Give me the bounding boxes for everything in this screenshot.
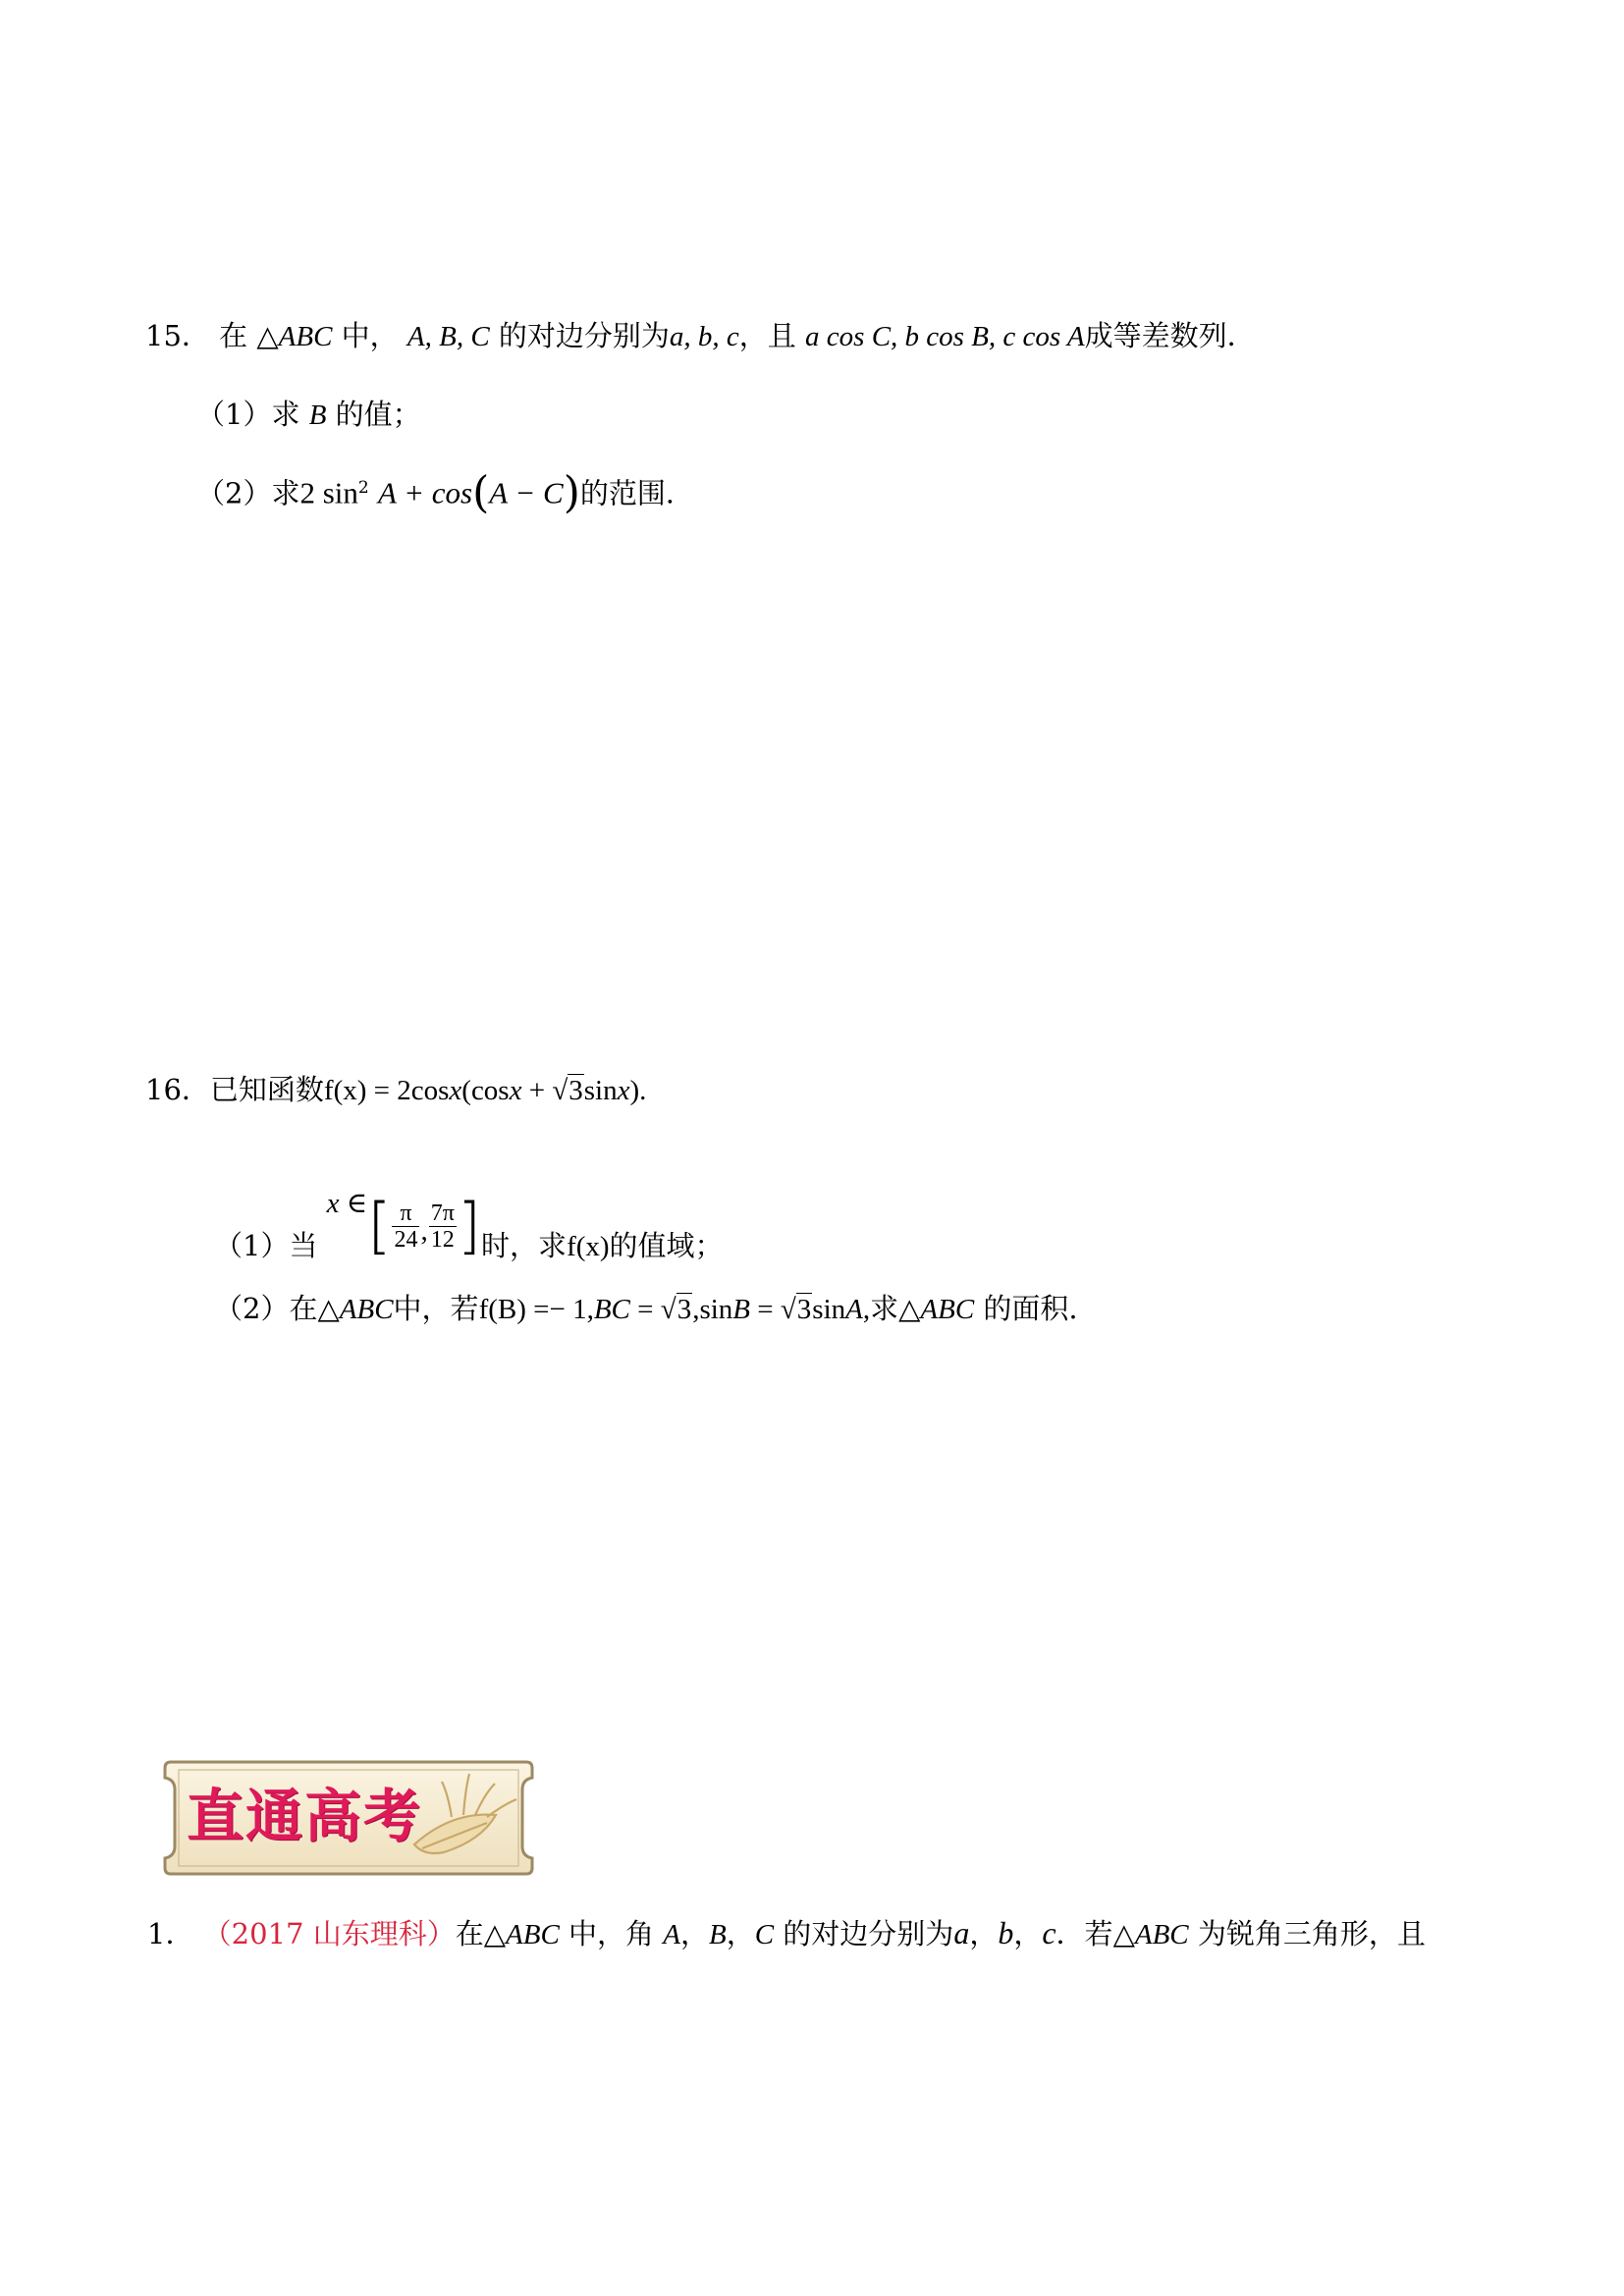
text: 成等差数列． (1084, 319, 1256, 352)
math-var: A, B, C (406, 321, 490, 352)
section-banner (157, 1754, 540, 1882)
text: ， (969, 1917, 999, 1950)
part-label: （2）在 (214, 1292, 318, 1325)
math-expression: sin (583, 1075, 618, 1106)
math-var: ABC (506, 1919, 560, 1950)
math-var: A (663, 1919, 680, 1950)
math-expression: A − C (489, 475, 564, 510)
denominator: 24 (394, 1226, 418, 1253)
triangle-symbol: △ (483, 1917, 507, 1950)
numerator: π (392, 1201, 419, 1227)
fraction-7pi-12 (429, 1201, 457, 1253)
sqrt-arg: 3 (568, 1075, 583, 1106)
math-var: ABC (1134, 1919, 1189, 1950)
math-var: x (617, 1075, 630, 1106)
banner-title: 直通高考 (187, 1783, 423, 1849)
math-expression: f(x) = 2cos (323, 1075, 450, 1106)
problem-16-stem (145, 1070, 646, 1110)
sqrt-arg: 3 (796, 1294, 812, 1325)
comma: , (420, 1215, 428, 1247)
math-operator: = (750, 1294, 781, 1325)
problem-16-part-1 (214, 1168, 724, 1262)
text: 在 (219, 319, 248, 352)
part-label: （1） (196, 398, 272, 431)
text: 中，角 (568, 1917, 655, 1950)
bracket-right: ] (457, 1190, 482, 1261)
problem-number: 15． (145, 319, 210, 352)
problem-15-stem (145, 316, 1256, 356)
text: 已知函数 (209, 1073, 324, 1106)
superscript: 2 (357, 478, 369, 498)
math-var: B (732, 1294, 750, 1325)
math-expression: sin (812, 1294, 846, 1325)
math-var: a, b, c (669, 321, 739, 352)
text: ．若 (1056, 1917, 1113, 1950)
text: 为锐角三角形，且 (1197, 1917, 1426, 1950)
math-expression: (cos (461, 1075, 510, 1106)
math-expression: 2 sin (299, 475, 358, 510)
part-label: （2） (196, 476, 272, 510)
math-var: B (308, 400, 327, 431)
text: 求 (271, 398, 300, 431)
paren: ( (472, 467, 490, 518)
text: 的对边分别为 (498, 319, 670, 352)
fraction-pi-24 (392, 1201, 419, 1253)
text: 求 (271, 476, 300, 510)
text: 在 (455, 1917, 484, 1950)
math-expression: ,sin (692, 1294, 733, 1325)
bracket-left: [ (367, 1190, 392, 1261)
math-operator: + (521, 1075, 553, 1106)
paren: ) (563, 467, 580, 518)
math-operator: = (629, 1294, 661, 1325)
math-var: a (953, 1915, 970, 1950)
problem-15-part-1 (196, 395, 421, 435)
numerator: 7π (430, 1200, 455, 1226)
math-var: C (754, 1919, 775, 1950)
triangle-symbol: △ (256, 319, 279, 352)
math-expression: x ∈ (326, 1188, 368, 1219)
math-expression: f(x) (567, 1231, 610, 1262)
text: ， (726, 1917, 755, 1950)
source-tag: （2017 山东理科） (202, 1917, 456, 1950)
math-var: B (709, 1919, 727, 1950)
math-var: x (509, 1075, 522, 1106)
math-var: ABC (278, 321, 333, 352)
sqrt-symbol: √ (780, 1294, 796, 1325)
text: 的面积. (983, 1292, 1078, 1325)
math-expression: A + cos (377, 475, 473, 510)
text: ， (679, 1917, 709, 1950)
sqrt-symbol: √ (552, 1075, 568, 1106)
text: ,求 (862, 1294, 899, 1325)
text: 的值域； (609, 1229, 724, 1262)
text: ，且 (738, 319, 796, 352)
text: 中，若 (393, 1292, 479, 1325)
triangle-symbol: △ (898, 1292, 921, 1325)
gaokao-problem-1 (147, 1913, 1426, 1954)
text: 的范围． (579, 476, 694, 510)
math-var: BC (593, 1294, 630, 1325)
triangle-symbol: △ (1112, 1917, 1135, 1950)
sqrt (568, 1071, 584, 1110)
math-var: ABC (339, 1294, 394, 1325)
problem-number: 1． (147, 1917, 194, 1950)
sqrt-arg: 3 (677, 1294, 692, 1325)
math-expression: ). (629, 1075, 647, 1106)
problem-16-part-2 (214, 1289, 1078, 1329)
math-var: A (845, 1294, 863, 1325)
triangle-symbol: △ (317, 1292, 340, 1325)
math-expression: f(B) =− 1, (478, 1294, 594, 1325)
sqrt-symbol: √ (660, 1294, 677, 1325)
part-label: （1）当 (214, 1229, 318, 1262)
text: ， (1013, 1917, 1043, 1950)
math-var: b (998, 1915, 1014, 1950)
math-expression: a cos C, b cos B, c cos A (805, 321, 1085, 352)
text: 的对边分别为 (783, 1917, 954, 1950)
math-var: x (449, 1075, 462, 1106)
math-var: ABC (920, 1294, 975, 1325)
problem-number: 16． (145, 1073, 210, 1106)
text: 中， (341, 319, 399, 352)
math-var: c (1042, 1915, 1056, 1950)
problem-15-part-2 (196, 467, 694, 518)
denominator: 12 (430, 1226, 455, 1253)
text: 的值； (335, 398, 421, 431)
text: 时，求 (481, 1229, 568, 1262)
